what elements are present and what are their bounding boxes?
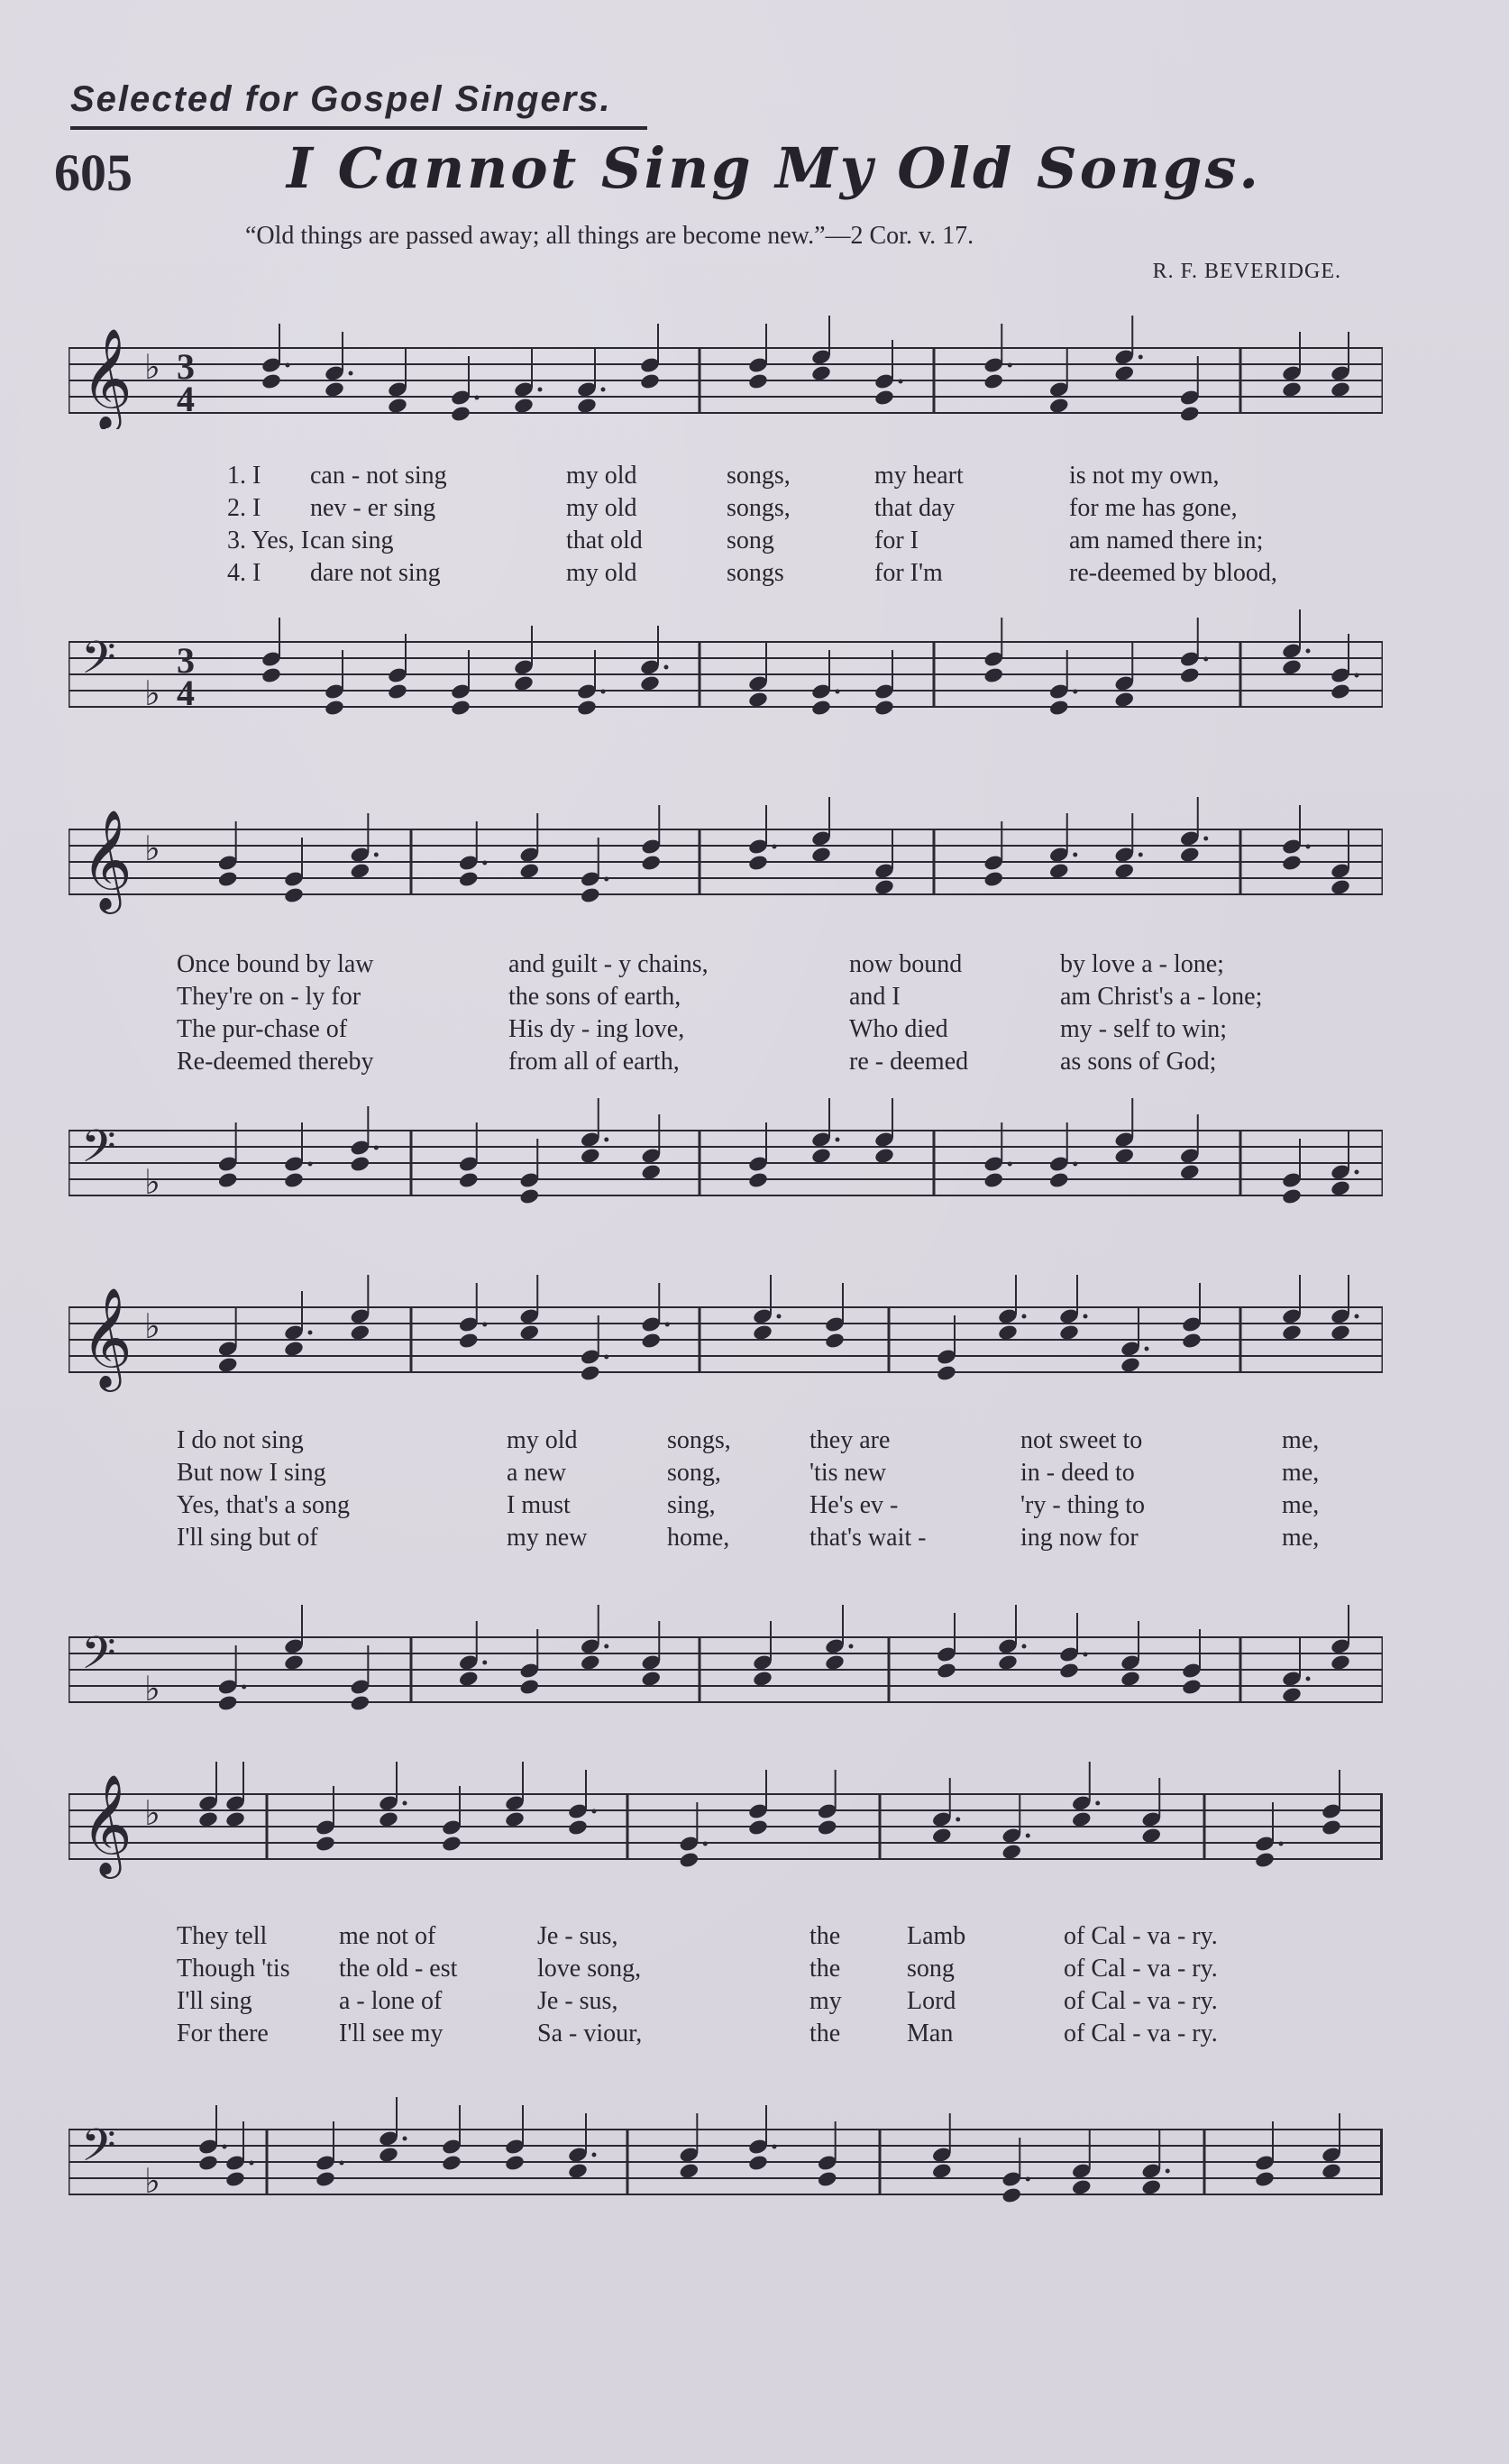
- lyric-syllables: now bound: [849, 950, 963, 978]
- flat-key-signature-icon: ♭: [144, 1306, 160, 1346]
- lyric-syllables: nev - er sing: [310, 494, 436, 522]
- lyric-syllables: my old: [566, 494, 637, 522]
- lyric-syllables: Though 'tis: [177, 1955, 290, 1983]
- note: [261, 618, 282, 684]
- lyric-syllables: that day: [874, 494, 956, 522]
- lyric-syllables: dare not sing: [310, 559, 441, 587]
- verse-1-line: [69, 1426, 1383, 1457]
- note: [1181, 1283, 1203, 1350]
- note: [458, 1122, 480, 1189]
- note: [817, 2121, 838, 2188]
- verse-3-line: [69, 1491, 1383, 1522]
- note: [324, 650, 345, 717]
- lyric-syllables: am Christ's a - lone;: [1060, 983, 1263, 1011]
- note: [747, 324, 769, 390]
- note: [504, 2105, 526, 2172]
- lyric-syllables: love song,: [537, 1955, 642, 1983]
- lyric-syllables: Je - sus,: [537, 1922, 618, 1950]
- lyric-syllables: can sing: [310, 527, 394, 554]
- lyric-syllables: songs,: [727, 462, 791, 490]
- lyric-syllables: 2. I: [227, 494, 261, 522]
- scripture-epigraph: “Old things are passed away; all things are become new.”—2 Cor. v. 17.: [245, 222, 974, 250]
- lyric-syllables: home,: [667, 1524, 730, 1552]
- treble-clef-icon: 𝄞: [81, 809, 133, 910]
- lyric-syllables: Who died: [849, 1015, 948, 1043]
- flat-key-signature-icon: ♭: [144, 829, 160, 868]
- lyric-syllables: can - not sing: [310, 462, 447, 490]
- note: [936, 1315, 957, 1382]
- verse-3-line: [69, 1987, 1383, 2018]
- lyric-syllables: songs,: [667, 1426, 731, 1454]
- verse-4-line: [69, 1524, 1383, 1554]
- note: [640, 805, 662, 872]
- lyric-syllables: that's wait -: [809, 1524, 927, 1552]
- treble-clef-icon: 𝄞: [81, 1773, 133, 1874]
- note: [450, 650, 471, 717]
- lyric-syllables: for me has gone,: [1069, 494, 1238, 522]
- verse-2-line: [69, 1955, 1383, 1985]
- series-heading: Selected for Gospel Singers.: [70, 79, 612, 119]
- verse-1-line: [69, 950, 1383, 981]
- lyric-syllables: His dy - ing love,: [508, 1015, 685, 1043]
- note: [983, 821, 1004, 888]
- treble-clef-icon: 𝄞: [81, 1287, 133, 1388]
- lyric-syllables: for I'm: [874, 559, 943, 587]
- note: [1254, 2121, 1276, 2188]
- lyric-syllables: Yes, that's a song: [177, 1491, 350, 1519]
- lyric-syllables: in - deed to: [1020, 1459, 1135, 1487]
- lyric-syllables: I must: [507, 1491, 571, 1519]
- bass-clef-icon: 𝄢: [81, 2120, 116, 2183]
- note: [441, 1786, 462, 1853]
- bass-clef-icon: 𝄢: [81, 632, 116, 695]
- lyric-syllables: songs,: [727, 494, 791, 522]
- note: [1281, 1139, 1303, 1205]
- lyric-syllables: me,: [1282, 1524, 1320, 1552]
- lyric-syllables: me,: [1282, 1459, 1320, 1487]
- flat-key-signature-icon: ♭: [144, 347, 160, 387]
- note: [747, 1122, 769, 1189]
- lyric-syllables: song: [727, 527, 774, 554]
- lyric-syllables: He's ev -: [809, 1491, 899, 1519]
- note: [824, 1283, 846, 1350]
- lyric-syllables: me,: [1282, 1426, 1320, 1454]
- verse-1-line: [69, 462, 1383, 492]
- lyric-syllables: Lord: [907, 1987, 956, 2015]
- verse-4-line: [69, 559, 1383, 590]
- note: [350, 1645, 371, 1712]
- lyric-syllables: my new: [507, 1524, 588, 1552]
- note: [441, 2105, 462, 2172]
- lyric-syllables: I do not sing: [177, 1426, 304, 1454]
- note: [315, 1786, 336, 1853]
- note: [283, 838, 305, 904]
- note: [518, 1629, 540, 1696]
- bass-staff-lines: [69, 1131, 1383, 1195]
- lyric-syllables: my: [809, 1987, 842, 2015]
- lyric-syllables: my old: [507, 1426, 578, 1454]
- treble-staff: [69, 1271, 1383, 1406]
- lyric-syllables: not sweet to: [1020, 1426, 1143, 1454]
- lyric-syllables: Je - sus,: [537, 1987, 618, 2015]
- lyric-syllables: songs: [727, 559, 784, 587]
- lyric-syllables: re - deemed: [849, 1048, 969, 1076]
- lyric-syllables: the old - est: [339, 1955, 458, 1983]
- verse-4-line: [69, 1048, 1383, 1078]
- note: [1179, 356, 1201, 423]
- lyric-syllables: song,: [667, 1459, 721, 1487]
- lyric-syllables: But now I sing: [177, 1459, 326, 1487]
- lyric-syllables: that old: [566, 527, 643, 554]
- flat-key-signature-icon: ♭: [144, 1793, 160, 1833]
- lyric-syllables: the sons of earth,: [508, 983, 681, 1011]
- verse-1-line: [69, 1922, 1383, 1953]
- note: [639, 324, 661, 390]
- lyric-syllables: of Cal - va - ry.: [1064, 1955, 1218, 1983]
- note: [983, 618, 1004, 684]
- lyric-syllables: re-deemed by blood,: [1069, 559, 1277, 587]
- treble-staff: [69, 793, 1383, 929]
- note: [217, 821, 239, 888]
- time-signature-bottom: 4: [177, 379, 195, 419]
- lyric-syllables: my old: [566, 462, 637, 490]
- lyric-syllables: me,: [1282, 1491, 1320, 1519]
- lyric-syllables: the: [809, 1922, 841, 1950]
- lyric-syllables: Man: [907, 2020, 954, 2047]
- lyric-syllables: as sons of God;: [1060, 1048, 1217, 1076]
- note: [1181, 1629, 1203, 1696]
- music-system-4: [69, 1749, 1383, 2218]
- lyric-syllables: Lamb: [907, 1922, 966, 1950]
- lyric-syllables: for I: [874, 527, 919, 554]
- lyric-syllables: For there: [177, 2020, 269, 2047]
- lyric-syllables: 'tis new: [809, 1459, 887, 1487]
- verse-2-line: [69, 1459, 1383, 1489]
- note: [817, 1770, 838, 1837]
- lyric-syllables: of Cal - va - ry.: [1064, 1987, 1218, 2015]
- lyric-syllables: my - self to win;: [1060, 1015, 1228, 1043]
- verse-2-line: [69, 983, 1383, 1013]
- note: [873, 650, 895, 717]
- flat-key-signature-icon: ♭: [144, 2161, 160, 2201]
- lyric-syllables: ing now for: [1020, 1524, 1139, 1552]
- bass-staff: [69, 600, 1383, 736]
- lyric-syllables: I'll see my: [339, 2020, 444, 2047]
- lyric-syllables: Once bound by law: [177, 950, 374, 978]
- author-credit: R. F. BEVERIDGE.: [1152, 260, 1341, 283]
- treble-clef-icon: 𝄞: [81, 327, 133, 428]
- lyric-syllables: 'ry - thing to: [1020, 1491, 1146, 1519]
- lyric-syllables: a new: [507, 1459, 567, 1487]
- lyric-syllables: am named there in;: [1069, 527, 1264, 554]
- lyric-syllables: and guilt - y chains,: [508, 950, 709, 978]
- lyric-syllables: Sa - viour,: [537, 2020, 643, 2047]
- lyric-syllables: the: [809, 1955, 841, 1983]
- lyric-syllables: of Cal - va - ry.: [1064, 1922, 1218, 1950]
- verse-lyrics: [69, 950, 1383, 1085]
- verse-3-line: [69, 1015, 1383, 1046]
- hymn-title: I Cannot Sing My Old Songs.: [287, 135, 1261, 201]
- lyric-syllables: me not of: [339, 1922, 436, 1950]
- note: [217, 1122, 239, 1189]
- lyric-syllables: of Cal - va - ry.: [1064, 2020, 1218, 2047]
- treble-staff: [69, 312, 1383, 429]
- lyric-syllables: They tell: [177, 1922, 268, 1950]
- lyric-syllables: from all of earth,: [508, 1048, 680, 1076]
- header-rule: [70, 126, 647, 130]
- music-system-2: [69, 784, 1383, 1217]
- bass-staff: [69, 1596, 1383, 1731]
- lyric-syllables: is not my own,: [1069, 462, 1220, 490]
- lyric-syllables: 1. I: [227, 462, 261, 490]
- lyric-syllables: The pur-chase of: [177, 1015, 348, 1043]
- lyric-syllables: I'll sing but of: [177, 1524, 318, 1552]
- lyric-syllables: a - lone of: [339, 1987, 443, 2015]
- flat-key-signature-icon: ♭: [144, 1162, 160, 1202]
- note: [936, 1613, 957, 1680]
- lyric-syllables: the: [809, 2020, 841, 2047]
- note: [1321, 1770, 1342, 1837]
- treble-staff: [69, 1758, 1383, 1893]
- lyric-syllables: and I: [849, 983, 901, 1011]
- bass-clef-icon: 𝄢: [81, 1627, 116, 1690]
- lyric-syllables: song: [907, 1955, 955, 1983]
- lyric-syllables: my old: [566, 559, 637, 587]
- bass-clef-icon: 𝄢: [81, 1121, 116, 1184]
- music-system-3: [69, 1262, 1383, 1713]
- verse-3-line: [69, 527, 1383, 557]
- hymn-number: 605: [54, 143, 133, 202]
- lyric-syllables: they are: [809, 1426, 891, 1454]
- note: [518, 1139, 540, 1205]
- verse-lyrics: [69, 1426, 1383, 1562]
- lyric-syllables: by love a - lone;: [1060, 950, 1224, 978]
- lyric-syllables: I'll sing: [177, 1987, 252, 2015]
- verse-lyrics: [69, 462, 1383, 597]
- music-system-1: [69, 303, 1383, 736]
- note: [387, 634, 408, 701]
- note: [747, 1770, 769, 1837]
- verse-lyrics: [69, 1922, 1383, 2057]
- lyric-syllables: sing,: [667, 1491, 716, 1519]
- flat-key-signature-icon: ♭: [144, 673, 160, 713]
- bass-staff: [69, 2088, 1383, 2223]
- verse-2-line: [69, 494, 1383, 525]
- lyric-syllables: Re-deemed thereby: [177, 1048, 374, 1076]
- flat-key-signature-icon: ♭: [144, 1669, 160, 1708]
- lyric-syllables: my heart: [874, 462, 964, 490]
- time-signature-bottom: 4: [177, 673, 195, 713]
- time-signature-top: 3: [177, 640, 195, 681]
- time-signature-top: 3: [177, 346, 195, 387]
- verse-4-line: [69, 2020, 1383, 2050]
- lyric-syllables: 3. Yes, I: [227, 527, 310, 554]
- bass-staff: [69, 1089, 1383, 1224]
- lyric-syllables: 4. I: [227, 559, 261, 587]
- lyric-syllables: They're on - ly for: [177, 983, 361, 1011]
